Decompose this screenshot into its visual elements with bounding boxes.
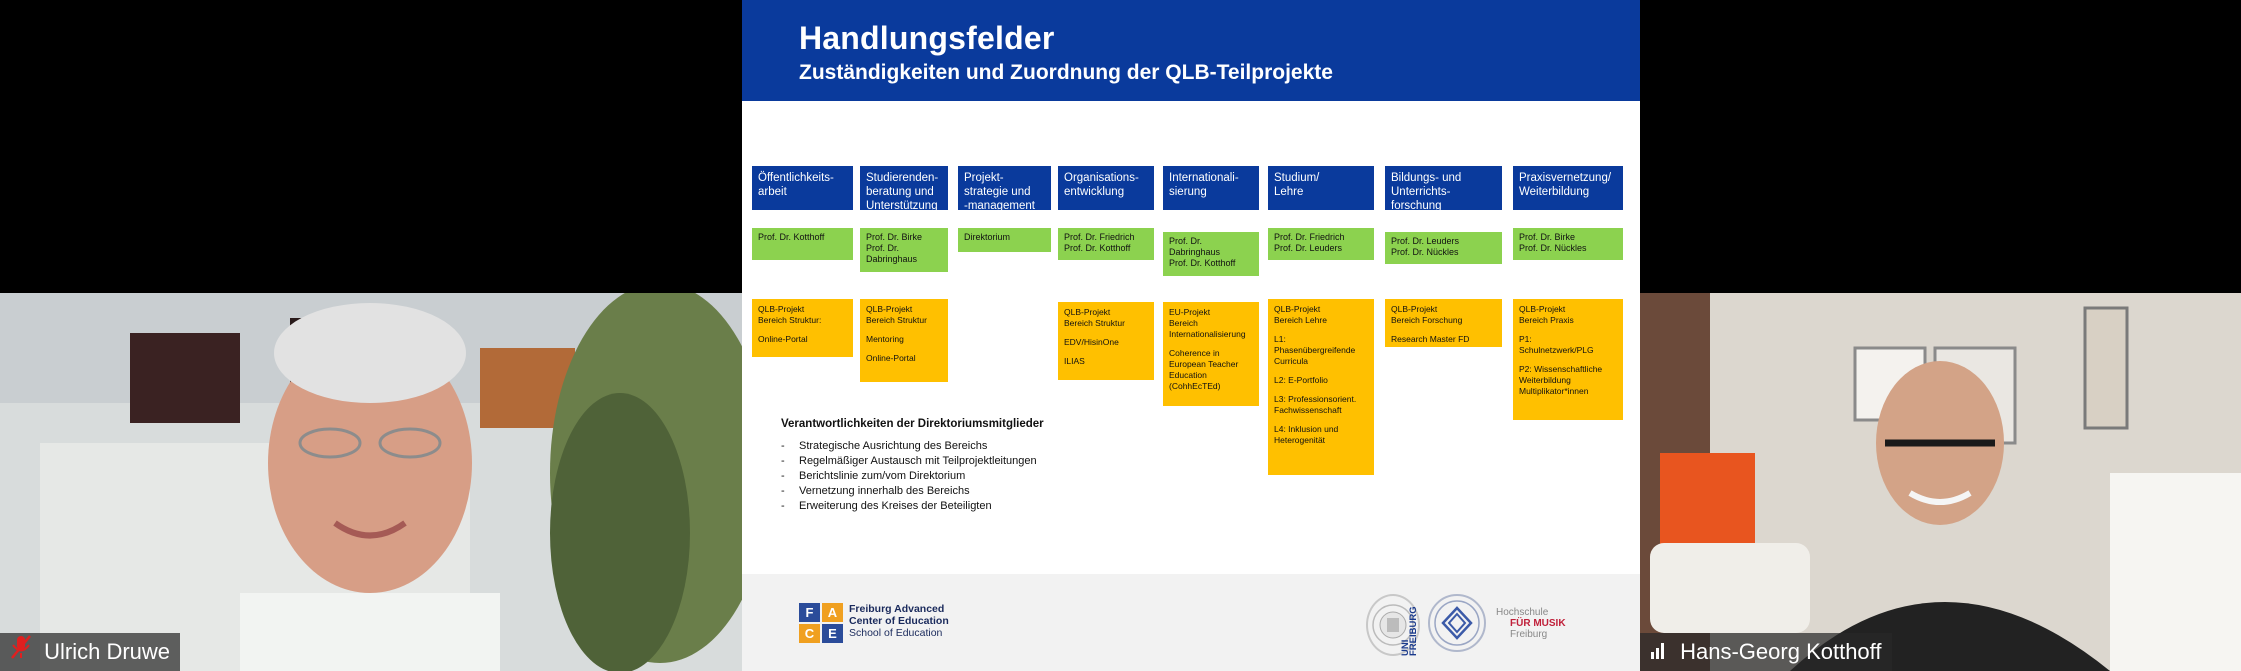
slide-footer	[742, 574, 1640, 671]
column-header-line: Studium/	[1274, 172, 1320, 184]
project-line	[1391, 326, 1496, 334]
project-line: Fachwissenschaft	[1274, 405, 1342, 415]
project-line: EU-Projekt	[1169, 307, 1211, 317]
responsible-person: Prof. Dr. Leuders	[1391, 236, 1460, 246]
project-line: Curricula	[1274, 356, 1309, 366]
column-header-line: Projekt-	[964, 172, 1004, 184]
responsible-persons-box	[958, 228, 1051, 252]
participant-name-tag	[1640, 633, 1892, 671]
project-line: QLB-Projekt	[758, 304, 805, 314]
column-header	[860, 166, 948, 210]
responsible-person: Prof. Dr. Leuders	[1274, 243, 1343, 253]
project-line	[1519, 326, 1617, 334]
project-line: Schulnetzwerk/PLG	[1519, 345, 1594, 355]
column-header-line: Weiterbildung	[1519, 186, 1590, 198]
signal-strength-icon	[1650, 634, 1668, 671]
responsibility-item	[781, 469, 1044, 484]
face-line-2: Center of Education	[849, 615, 949, 627]
participant-name: Hans-Georg Kotthoff	[1680, 639, 1882, 664]
project-line	[1519, 356, 1617, 364]
responsibility-item	[781, 484, 1044, 499]
list-dash: -	[781, 440, 785, 452]
column-3	[1058, 166, 1154, 366]
participant-video-right	[1640, 293, 2241, 671]
project-box	[1513, 299, 1623, 420]
column-header-line: sierung	[1169, 186, 1207, 198]
project-line: Bereich Lehre	[1274, 315, 1327, 325]
responsible-person: Prof. Dr. Friedrich	[1274, 232, 1345, 242]
project-line: ILIAS	[1064, 356, 1085, 366]
project-line: Internationalisierung	[1169, 329, 1246, 339]
hfm-line-1: Hochschule	[1496, 607, 1549, 618]
uni-line-2: FREIBURG	[1408, 606, 1419, 656]
project-box	[1268, 299, 1374, 475]
project-line: P2: Wissenschaftliche	[1519, 364, 1603, 374]
face-logo-grid	[799, 603, 845, 645]
project-line: Bereich Praxis	[1519, 315, 1574, 325]
responsible-persons-box	[752, 228, 853, 260]
project-line: Bereich	[1169, 318, 1198, 328]
column-header-line: Bildungs- und	[1391, 172, 1462, 184]
project-line: Bereich Forschung	[1391, 315, 1463, 325]
responsible-persons-box	[1268, 228, 1374, 260]
column-header	[1385, 166, 1502, 210]
column-header-line: beratung und	[866, 186, 934, 198]
hfm-line-2: FÜR MUSIK	[1510, 618, 1566, 629]
project-line: Education	[1169, 370, 1207, 380]
responsible-person: Prof. Dr.	[1169, 236, 1203, 246]
list-dash: -	[781, 500, 785, 512]
column-header-line: forschung	[1391, 200, 1442, 212]
slide-title: Handlungsfelder	[799, 20, 1055, 56]
project-line: Multiplikator*innen	[1519, 386, 1589, 396]
column-header-line: Unterstützung	[866, 200, 938, 212]
column-1	[860, 166, 948, 363]
project-line	[1274, 367, 1368, 375]
participant-name-tag	[0, 633, 180, 671]
column-header-line: arbeit	[758, 186, 787, 198]
face-line-1: Freiburg Advanced	[849, 603, 945, 615]
responsibility-text: Vernetzung innerhalb des Bereichs	[799, 485, 970, 497]
responsibilities-list	[781, 439, 1044, 514]
responsibility-text: Strategische Ausrichtung des Bereichs	[799, 440, 988, 452]
project-line: L4: Inklusion und	[1274, 424, 1339, 434]
responsible-persons-box	[1058, 228, 1154, 260]
project-line: Heterogenität	[1274, 435, 1326, 445]
face-letter-c: C	[799, 624, 820, 643]
column-header	[1268, 166, 1374, 210]
uni-line-1: UNI	[1400, 639, 1411, 656]
project-line	[1274, 326, 1368, 334]
uni-freiburg-vertical-text	[1402, 594, 1418, 656]
project-box	[1163, 302, 1259, 406]
column-header	[1513, 166, 1623, 210]
column-header	[1058, 166, 1154, 210]
project-line	[758, 326, 847, 334]
responsibility-item	[781, 454, 1044, 469]
project-line: (CohhEcTEd)	[1169, 381, 1221, 391]
project-line: QLB-Projekt	[1064, 307, 1111, 317]
project-line: L2: E-Portfolio	[1274, 375, 1328, 385]
project-line: Online-Portal	[758, 334, 808, 344]
column-6	[1385, 166, 1502, 344]
column-header	[1163, 166, 1259, 210]
project-line: Coherence in	[1169, 348, 1220, 358]
column-header-line: -management	[964, 200, 1035, 212]
project-box	[1385, 299, 1502, 347]
project-line	[1274, 416, 1368, 424]
project-line: Mentoring	[866, 334, 904, 344]
responsibility-text: Berichtslinie zum/vom Direktorium	[799, 470, 966, 482]
responsibility-text: Regelmäßiger Austausch mit Teilprojektleitungen	[799, 455, 1037, 467]
responsibility-item	[781, 439, 1044, 454]
list-dash: -	[781, 455, 785, 467]
responsible-person: Prof. Dr. Kotthoff	[758, 232, 825, 242]
project-line	[1064, 348, 1148, 356]
responsible-person: Prof. Dr. Nückles	[1391, 247, 1459, 257]
project-line: Research Master FD	[1391, 334, 1470, 344]
responsible-person: Direktorium	[964, 232, 1011, 242]
responsible-person: Dabringhaus	[866, 254, 918, 264]
responsible-person: Prof. Dr. Birke	[1519, 232, 1576, 242]
project-line: Bereich Struktur	[1064, 318, 1125, 328]
column-header-line: Öffentlichkeits-	[758, 172, 834, 184]
responsible-persons-box	[860, 228, 948, 272]
responsible-persons-box	[1385, 232, 1502, 264]
project-line: QLB-Projekt	[1274, 304, 1321, 314]
project-line: Phasenübergreifende	[1274, 345, 1356, 355]
responsibilities-title: Verantwortlichkeiten der Direktoriumsmitglieder	[781, 418, 1044, 430]
ph-seal-logo	[1428, 594, 1486, 652]
column-header-line: Lehre	[1274, 186, 1304, 198]
hochschule-fuer-musik-logo	[1496, 607, 1566, 640]
responsible-person: Prof. Dr. Nückles	[1519, 243, 1587, 253]
face-letter-e: E	[822, 624, 843, 643]
responsible-person: Prof. Dr. Kotthoff	[1169, 258, 1236, 268]
participant-video-left	[0, 293, 742, 671]
column-5	[1268, 166, 1374, 445]
slide-header	[742, 0, 1640, 101]
project-line: QLB-Projekt	[1519, 304, 1566, 314]
project-line	[1274, 386, 1368, 394]
responsible-person: Prof. Dr.	[866, 243, 900, 253]
project-box	[752, 299, 853, 357]
column-2	[958, 166, 1051, 242]
column-header-line: Internationali-	[1169, 172, 1239, 184]
list-dash: -	[781, 485, 785, 497]
responsibility-item	[781, 499, 1044, 514]
project-line: Bereich Struktur	[866, 315, 927, 325]
responsible-persons-box	[1163, 232, 1259, 276]
participant-video-tile-right[interactable]	[1640, 293, 2241, 671]
column-header-line: strategie und	[964, 186, 1031, 198]
column-header	[752, 166, 853, 210]
participant-video-tile-left[interactable]	[0, 293, 742, 671]
responsible-person: Prof. Dr. Friedrich	[1064, 232, 1135, 242]
responsibilities-block	[781, 418, 1044, 514]
hfm-line-3: Freiburg	[1510, 629, 1548, 640]
column-header-line: entwicklung	[1064, 186, 1125, 198]
column-4	[1163, 166, 1259, 391]
responsible-person: Prof. Dr. Kotthoff	[1064, 243, 1131, 253]
project-line	[866, 345, 942, 353]
responsible-person: Prof. Dr. Birke	[866, 232, 923, 242]
project-line: QLB-Projekt	[1391, 304, 1438, 314]
face-line-3: School of Education	[849, 627, 943, 639]
project-line: Bereich Struktur:	[758, 315, 822, 325]
slide-subtitle: Zuständigkeiten und Zuordnung der QLB-Teilprojekte	[799, 61, 1333, 84]
column-7	[1513, 166, 1623, 396]
column-header-line: Unterrichts-	[1391, 186, 1451, 198]
project-line: Weiterbildung	[1519, 375, 1571, 385]
microphone-muted-icon	[10, 634, 32, 671]
project-line: L3: Professionsorient.	[1274, 394, 1357, 404]
column-header-line: Organisations-	[1064, 172, 1139, 184]
project-line: QLB-Projekt	[866, 304, 913, 314]
responsible-person: Dabringhaus	[1169, 247, 1221, 257]
project-line: P1:	[1519, 334, 1532, 344]
face-letter-f: F	[799, 603, 820, 622]
project-line	[1064, 329, 1148, 337]
face-letter-a: A	[822, 603, 843, 622]
column-header-line: Praxisvernetzung/	[1519, 172, 1612, 184]
project-line: EDV/HisinOne	[1064, 337, 1119, 347]
face-logo-text	[849, 603, 949, 639]
column-0	[752, 166, 853, 344]
project-line: European Teacher	[1169, 359, 1239, 369]
project-box	[860, 299, 948, 382]
responsibility-text: Erweiterung des Kreises der Beteiligten	[799, 500, 992, 512]
project-line: L1:	[1274, 334, 1286, 344]
project-box	[1058, 302, 1154, 380]
column-header	[958, 166, 1051, 210]
project-line	[866, 326, 942, 334]
project-line: Online-Portal	[866, 353, 916, 363]
column-header-line: Studierenden-	[866, 172, 939, 184]
list-dash: -	[781, 470, 785, 482]
shared-presentation-slide	[742, 0, 1640, 671]
project-line	[1169, 340, 1253, 348]
responsible-persons-box	[1513, 228, 1623, 260]
participant-name: Ulrich Druwe	[44, 639, 171, 664]
